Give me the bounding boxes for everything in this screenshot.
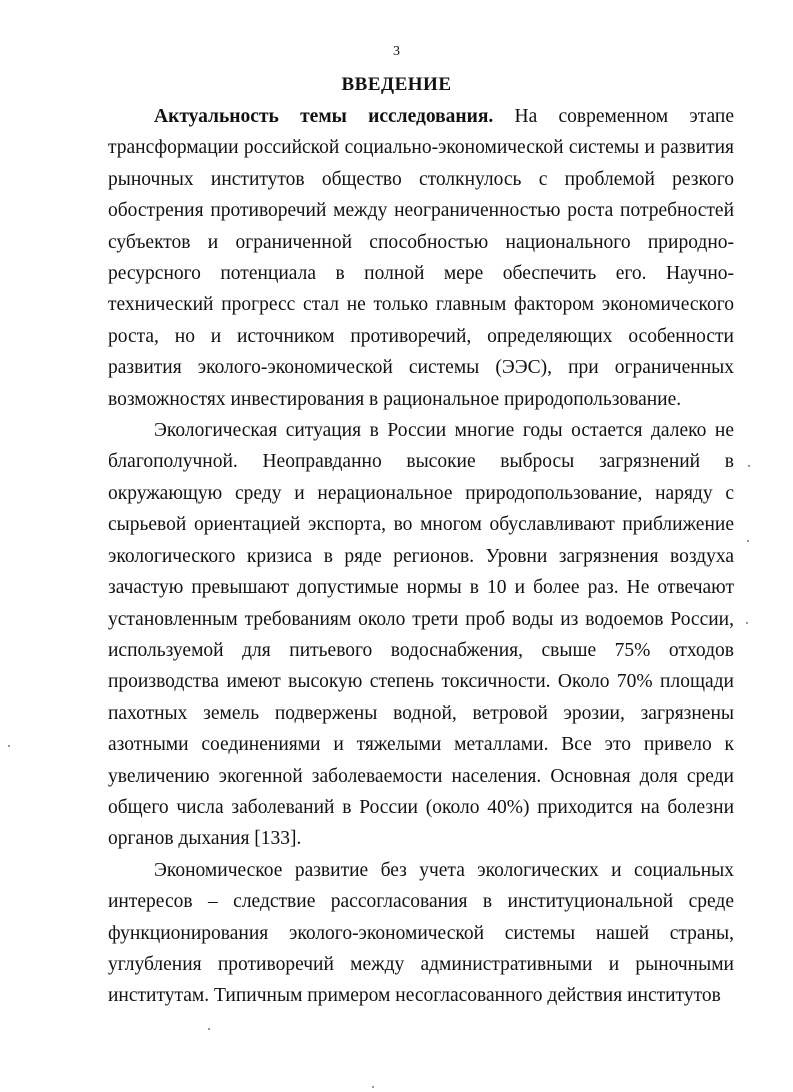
scan-speck [8, 745, 10, 747]
paragraph-text: Экономическое развитие без учета экологических и социальных интересов – следствие рассогласования в институциональной среде функционирования эколого-экономической системы нашей страны, углубления противоречий между административными и рыночными институтам. Типичным примером несогласованного действия институтов [108, 859, 734, 1007]
section-heading: ВВЕДЕНИЕ [341, 74, 452, 95]
scan-speck [208, 1028, 210, 1030]
body-text [108, 101, 734, 1012]
scan-speck [746, 622, 748, 624]
page-number: 3 [393, 44, 400, 59]
scan-speck [748, 465, 750, 467]
paragraph-economy [108, 855, 734, 1012]
paragraph-text: Экологическая ситуация в России многие годы остается далеко не благополучной. Неоправданно высокие выбросы загрязнений в окружающую среду и нерациональное природопользование, наряду с сырьевой ориентацией экспорта, во многом обуславливают приближение экологического кризиса в ряде регионов. Уровни загрязнения воздуха зачастую превышают допустимые нормы в 10 и более раз. Не отвечают установленным требованиям около трети проб воды из водоемов России, используемой для питьевого водоснабжения, свыше 75% отходов производства имеют высокую степень токсичности. Около 70% площади пахотных земель подвержены водной, ветровой эрозии, загрязнены азотными соединениями и тяжелыми металлами. Все это привело к увеличению экогенной заболеваемости населения. Основная доля среди общего числа заболеваний в России (около 40%) приходится на болезни органов дыхания [133]. [108, 420, 734, 850]
paragraph-text: На современном этапе трансформации российской социально-экономической системы и развития рыночных институтов общество столкнулось с проблемой резкого обострения противоречий между неограниченностью роста потребностей субъектов и ограниченной способностью национального природно-ресурсного потенциала в полной мере обеспечить его. Научно-технический прогресс стал не только главным фактором экономического роста, но и источником противоречий, определяющих особенности развития эколого-экономической системы (ЭЭС), при ограниченных возможностях инвестирования в рациональное природопользование. [108, 106, 734, 410]
paragraph-relevance [108, 101, 734, 415]
scan-speck [372, 1086, 374, 1088]
paragraph-ecology [108, 415, 734, 855]
scan-speck [747, 540, 749, 542]
run-in-heading: Актуальность темы исследования. [154, 106, 494, 127]
